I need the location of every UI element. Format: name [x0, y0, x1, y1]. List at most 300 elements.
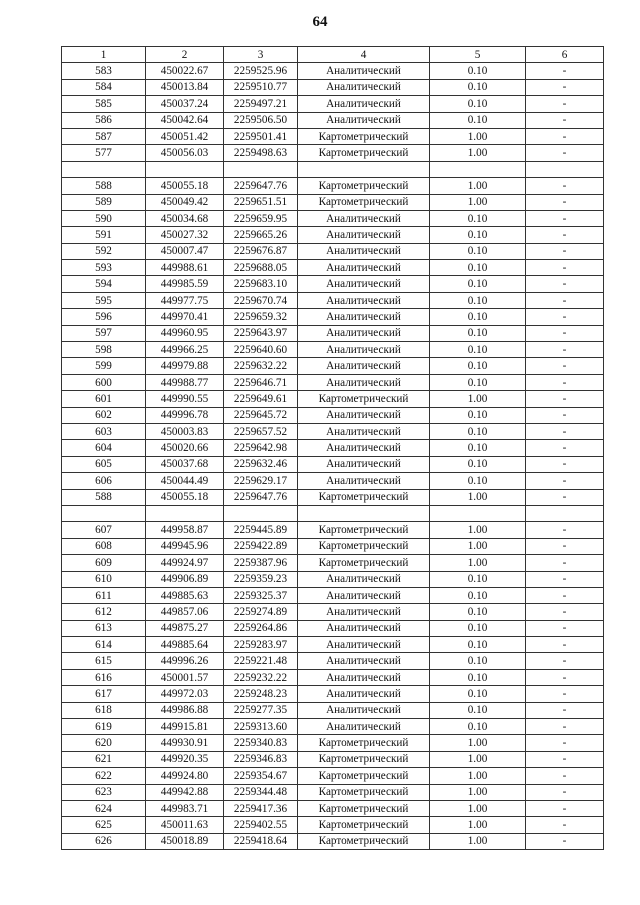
column-header: 2 [146, 47, 224, 63]
table-row [62, 800, 604, 816]
table-row [62, 489, 604, 505]
table-cell: - [526, 817, 604, 833]
table-cell: - [526, 751, 604, 767]
table-cell: 2259417.36 [224, 800, 298, 816]
table-cell: 2259387.96 [224, 555, 298, 571]
table-cell: 0.10 [430, 342, 526, 358]
table-cell: 0.10 [430, 440, 526, 456]
table-cell: Аналитический [298, 669, 430, 685]
table-body [62, 63, 604, 850]
table-cell: 595 [62, 292, 146, 308]
table-cell: 592 [62, 243, 146, 259]
table-cell: - [526, 309, 604, 325]
table-row [62, 63, 604, 79]
table-cell: 590 [62, 210, 146, 226]
table-cell: 0.10 [430, 604, 526, 620]
table-cell [224, 505, 298, 521]
table-cell: Аналитический [298, 243, 430, 259]
table-cell: 1.00 [430, 833, 526, 849]
table-cell: - [526, 587, 604, 603]
table-cell: - [526, 243, 604, 259]
table-cell: 610 [62, 571, 146, 587]
table-cell: - [526, 669, 604, 685]
table-cell: 0.10 [430, 243, 526, 259]
table-cell: - [526, 342, 604, 358]
table-cell: 625 [62, 817, 146, 833]
table-cell: 587 [62, 128, 146, 144]
table-cell [146, 505, 224, 521]
table-cell: 449983.71 [146, 800, 224, 816]
table-cell: 1.00 [430, 768, 526, 784]
table-cell: 2259277.35 [224, 702, 298, 718]
table-row [62, 423, 604, 439]
table-cell: - [526, 391, 604, 407]
table-cell: 588 [62, 178, 146, 194]
table-cell: 449985.59 [146, 276, 224, 292]
table-cell: - [526, 292, 604, 308]
table-cell: 0.10 [430, 669, 526, 685]
table-cell: 0.10 [430, 325, 526, 341]
table-cell: - [526, 637, 604, 653]
table-row [62, 653, 604, 669]
table-cell: 2259402.55 [224, 817, 298, 833]
table-cell: 0.10 [430, 686, 526, 702]
table-cell: 2259313.60 [224, 719, 298, 735]
table-cell: Аналитический [298, 604, 430, 620]
table-cell: 2259264.86 [224, 620, 298, 636]
table-cell: Аналитический [298, 473, 430, 489]
table-cell: 450037.68 [146, 456, 224, 472]
table-cell: 2259665.26 [224, 227, 298, 243]
table-cell: Аналитический [298, 440, 430, 456]
table-cell: 449885.64 [146, 637, 224, 653]
table-cell: 449972.03 [146, 686, 224, 702]
table-cell: 2259325.37 [224, 587, 298, 603]
table-cell: 449885.63 [146, 587, 224, 603]
table-cell: 591 [62, 227, 146, 243]
table-cell: Аналитический [298, 325, 430, 341]
table-cell: 450055.18 [146, 178, 224, 194]
table-cell: 2259688.05 [224, 260, 298, 276]
table-cell: 2259645.72 [224, 407, 298, 423]
table-cell: - [526, 489, 604, 505]
table-cell: 1.00 [430, 489, 526, 505]
table-cell: - [526, 145, 604, 161]
table-cell: 1.00 [430, 817, 526, 833]
table-cell: 450007.47 [146, 243, 224, 259]
table-cell: 1.00 [430, 800, 526, 816]
table-cell: 605 [62, 456, 146, 472]
table-cell: 449924.97 [146, 555, 224, 571]
table-cell: 608 [62, 538, 146, 554]
table-cell: 2259647.76 [224, 178, 298, 194]
table-header-row [62, 47, 604, 63]
table-row [62, 637, 604, 653]
table-cell: - [526, 653, 604, 669]
table-cell: Аналитический [298, 96, 430, 112]
table-cell: 2259344.48 [224, 784, 298, 800]
table-cell: 1.00 [430, 784, 526, 800]
table-cell [526, 505, 604, 521]
table-cell: 2259676.87 [224, 243, 298, 259]
table-cell: 449996.78 [146, 407, 224, 423]
table-cell: 449977.75 [146, 292, 224, 308]
table-row [62, 440, 604, 456]
table-cell: 0.10 [430, 653, 526, 669]
table-cell: 0.10 [430, 276, 526, 292]
table-cell: Аналитический [298, 423, 430, 439]
table-cell: Картометрический [298, 784, 430, 800]
table-cell: - [526, 374, 604, 390]
table-cell: 1.00 [430, 735, 526, 751]
table-row [62, 768, 604, 784]
table-cell: Аналитический [298, 276, 430, 292]
table-cell: 0.10 [430, 571, 526, 587]
table-row [62, 112, 604, 128]
table-cell: 2259632.46 [224, 456, 298, 472]
table-cell: Картометрический [298, 145, 430, 161]
table-cell: 0.10 [430, 227, 526, 243]
table-cell: 449920.35 [146, 751, 224, 767]
table-row [62, 719, 604, 735]
table-cell: - [526, 800, 604, 816]
table-cell: - [526, 604, 604, 620]
table-cell: 450049.42 [146, 194, 224, 210]
table-cell: - [526, 194, 604, 210]
table-cell: 450011.63 [146, 817, 224, 833]
table-cell: - [526, 522, 604, 538]
table-cell: - [526, 456, 604, 472]
table-cell: 450020.66 [146, 440, 224, 456]
table-cell: Аналитический [298, 63, 430, 79]
table-cell: 0.10 [430, 407, 526, 423]
table-cell: 449970.41 [146, 309, 224, 325]
table-cell: 2259657.52 [224, 423, 298, 439]
table-row [62, 784, 604, 800]
table-cell: - [526, 178, 604, 194]
table-cell: 449986.88 [146, 702, 224, 718]
table-cell: 0.10 [430, 423, 526, 439]
table-cell: 450056.03 [146, 145, 224, 161]
table-cell: Картометрический [298, 128, 430, 144]
table-cell: 1.00 [430, 538, 526, 554]
table-row [62, 833, 604, 849]
table-cell: 2259359.23 [224, 571, 298, 587]
table-row [62, 555, 604, 571]
table-cell: Картометрический [298, 538, 430, 554]
table-row [62, 292, 604, 308]
table-cell: Картометрический [298, 489, 430, 505]
table-row [62, 128, 604, 144]
table-row [62, 604, 604, 620]
table-cell: 2259640.60 [224, 342, 298, 358]
table-cell: 2259683.10 [224, 276, 298, 292]
table-row [62, 522, 604, 538]
table-row [62, 309, 604, 325]
table-cell: Аналитический [298, 702, 430, 718]
table-cell: 1.00 [430, 391, 526, 407]
table-cell: 612 [62, 604, 146, 620]
table-cell: 449857.06 [146, 604, 224, 620]
table-cell: Картометрический [298, 768, 430, 784]
table-cell: 611 [62, 587, 146, 603]
table-row [62, 751, 604, 767]
table-cell: 614 [62, 637, 146, 653]
table-cell: - [526, 276, 604, 292]
table-cell: Аналитический [298, 637, 430, 653]
table-row [62, 391, 604, 407]
table-cell: Аналитический [298, 358, 430, 374]
table-cell: Аналитический [298, 210, 430, 226]
table-cell: 0.10 [430, 260, 526, 276]
table-row [62, 210, 604, 226]
table-cell: - [526, 79, 604, 95]
table-cell: 589 [62, 194, 146, 210]
table-cell: Аналитический [298, 587, 430, 603]
table-cell: Аналитический [298, 571, 430, 587]
table-cell: 2259232.22 [224, 669, 298, 685]
table-cell: 2259340.83 [224, 735, 298, 751]
table-cell: - [526, 440, 604, 456]
table-cell: 2259525.96 [224, 63, 298, 79]
table-cell: 602 [62, 407, 146, 423]
table-cell: 449942.88 [146, 784, 224, 800]
table-cell: Картометрический [298, 817, 430, 833]
table-row [62, 96, 604, 112]
table-cell: 2259501.41 [224, 128, 298, 144]
table-cell: 609 [62, 555, 146, 571]
table-cell: 2259274.89 [224, 604, 298, 620]
table-cell: Аналитический [298, 309, 430, 325]
table-cell: 449960.95 [146, 325, 224, 341]
table-cell: 1.00 [430, 555, 526, 571]
table-row [62, 342, 604, 358]
table-cell: Аналитический [298, 260, 430, 276]
column-header: 6 [526, 47, 604, 63]
table-cell: 0.10 [430, 719, 526, 735]
column-header: 3 [224, 47, 298, 63]
table-cell: 598 [62, 342, 146, 358]
table-row [62, 374, 604, 390]
table-cell: 1.00 [430, 178, 526, 194]
table-cell: 450003.83 [146, 423, 224, 439]
table-cell: 597 [62, 325, 146, 341]
table-cell: 0.10 [430, 702, 526, 718]
table-cell: 450051.42 [146, 128, 224, 144]
table-cell: Картометрический [298, 194, 430, 210]
table-cell: 2259629.17 [224, 473, 298, 489]
table-cell: Картометрический [298, 555, 430, 571]
table-cell: Аналитический [298, 719, 430, 735]
table-cell: 2259445.89 [224, 522, 298, 538]
table-cell: Аналитический [298, 620, 430, 636]
table-cell: Аналитический [298, 292, 430, 308]
table-cell: 450037.24 [146, 96, 224, 112]
table-cell: 2259221.48 [224, 653, 298, 669]
table-cell: 588 [62, 489, 146, 505]
table-row [62, 358, 604, 374]
table-cell: - [526, 63, 604, 79]
column-header: 1 [62, 47, 146, 63]
table-cell: 449979.88 [146, 358, 224, 374]
table-cell: 2259649.61 [224, 391, 298, 407]
table-cell: 577 [62, 145, 146, 161]
table-cell: 450055.18 [146, 489, 224, 505]
table-cell: 2259422.89 [224, 538, 298, 554]
table-cell: - [526, 686, 604, 702]
table-cell [62, 161, 146, 177]
table-cell: - [526, 768, 604, 784]
table-cell: 449990.55 [146, 391, 224, 407]
table-cell: 2259642.98 [224, 440, 298, 456]
table-cell: 1.00 [430, 751, 526, 767]
table-cell: 450044.49 [146, 473, 224, 489]
table-cell: - [526, 112, 604, 128]
table-cell: 603 [62, 423, 146, 439]
table-cell: Аналитический [298, 79, 430, 95]
table-cell: 594 [62, 276, 146, 292]
table-cell: 2259248.23 [224, 686, 298, 702]
table-cell: 450022.67 [146, 63, 224, 79]
table-cell: 2259506.50 [224, 112, 298, 128]
table-cell: 0.10 [430, 620, 526, 636]
table-cell: 449988.61 [146, 260, 224, 276]
table-cell: 623 [62, 784, 146, 800]
table-cell: - [526, 227, 604, 243]
table-cell: 624 [62, 800, 146, 816]
table-cell: 599 [62, 358, 146, 374]
table-cell: - [526, 784, 604, 800]
table-cell: Картометрический [298, 833, 430, 849]
table-cell: Картометрический [298, 735, 430, 751]
table-row [62, 587, 604, 603]
table-cell: 2259646.71 [224, 374, 298, 390]
table-cell: 617 [62, 686, 146, 702]
table-cell: 0.10 [430, 63, 526, 79]
table-cell: 0.10 [430, 309, 526, 325]
table-cell: 584 [62, 79, 146, 95]
table-cell: 622 [62, 768, 146, 784]
table-cell: Аналитический [298, 686, 430, 702]
table-cell: 449930.91 [146, 735, 224, 751]
table-cell: - [526, 96, 604, 112]
table-cell: 1.00 [430, 145, 526, 161]
table-cell: 619 [62, 719, 146, 735]
table-cell: - [526, 538, 604, 554]
table-cell [224, 161, 298, 177]
table-cell: 0.10 [430, 587, 526, 603]
table-row [62, 407, 604, 423]
table-cell: - [526, 735, 604, 751]
table-row [62, 325, 604, 341]
table-cell: 450034.68 [146, 210, 224, 226]
table-row [62, 260, 604, 276]
table-row [62, 145, 604, 161]
table-cell: Аналитический [298, 456, 430, 472]
table-row [62, 735, 604, 751]
table-cell: Картометрический [298, 391, 430, 407]
table-row [62, 227, 604, 243]
table-cell: 0.10 [430, 456, 526, 472]
table-cell: 2259647.76 [224, 489, 298, 505]
table-cell [526, 161, 604, 177]
table-cell: 585 [62, 96, 146, 112]
table-cell: - [526, 702, 604, 718]
table-cell: 449988.77 [146, 374, 224, 390]
table-row [62, 669, 604, 685]
table-cell: - [526, 833, 604, 849]
table-cell: Аналитический [298, 653, 430, 669]
table-row [62, 456, 604, 472]
table-cell: Картометрический [298, 751, 430, 767]
table-cell [146, 161, 224, 177]
table-cell: 2259659.32 [224, 309, 298, 325]
table-cell: 583 [62, 63, 146, 79]
table-cell: 449924.80 [146, 768, 224, 784]
table-cell: 2259659.95 [224, 210, 298, 226]
table-cell: 450001.57 [146, 669, 224, 685]
table-cell: 449915.81 [146, 719, 224, 735]
table-cell: 2259670.74 [224, 292, 298, 308]
table-cell: 586 [62, 112, 146, 128]
table-cell: 2259497.21 [224, 96, 298, 112]
table-cell: 1.00 [430, 194, 526, 210]
table-cell: 613 [62, 620, 146, 636]
table-cell: 0.10 [430, 112, 526, 128]
table-cell: - [526, 555, 604, 571]
table-cell: 449945.96 [146, 538, 224, 554]
table-row [62, 161, 604, 177]
table-cell: Аналитический [298, 342, 430, 358]
table-cell: 616 [62, 669, 146, 685]
table-cell: 2259510.77 [224, 79, 298, 95]
table-cell: 450042.64 [146, 112, 224, 128]
table-cell: - [526, 210, 604, 226]
table-cell: 620 [62, 735, 146, 751]
table-cell: 0.10 [430, 473, 526, 489]
table-cell: - [526, 719, 604, 735]
table-cell: 626 [62, 833, 146, 849]
table-cell: - [526, 260, 604, 276]
table-cell: Картометрический [298, 522, 430, 538]
table-row [62, 276, 604, 292]
page-number: 64 [312, 14, 328, 30]
table-row [62, 620, 604, 636]
table-row [62, 817, 604, 833]
table-cell: Картометрический [298, 800, 430, 816]
table-cell: 0.10 [430, 358, 526, 374]
table-cell: 449996.26 [146, 653, 224, 669]
table-row [62, 194, 604, 210]
table-cell: 621 [62, 751, 146, 767]
table-cell: 606 [62, 473, 146, 489]
table-cell: - [526, 620, 604, 636]
table-row [62, 505, 604, 521]
table-cell: 615 [62, 653, 146, 669]
table-row [62, 538, 604, 554]
table-cell: 450018.89 [146, 833, 224, 849]
table-cell: Аналитический [298, 374, 430, 390]
table-cell: 449958.87 [146, 522, 224, 538]
table-row [62, 702, 604, 718]
table-cell: 1.00 [430, 522, 526, 538]
table-cell [298, 161, 430, 177]
table-cell: 2259651.51 [224, 194, 298, 210]
table-cell: 0.10 [430, 96, 526, 112]
table-cell: 2259643.97 [224, 325, 298, 341]
column-header: 4 [298, 47, 430, 63]
column-header: 5 [430, 47, 526, 63]
